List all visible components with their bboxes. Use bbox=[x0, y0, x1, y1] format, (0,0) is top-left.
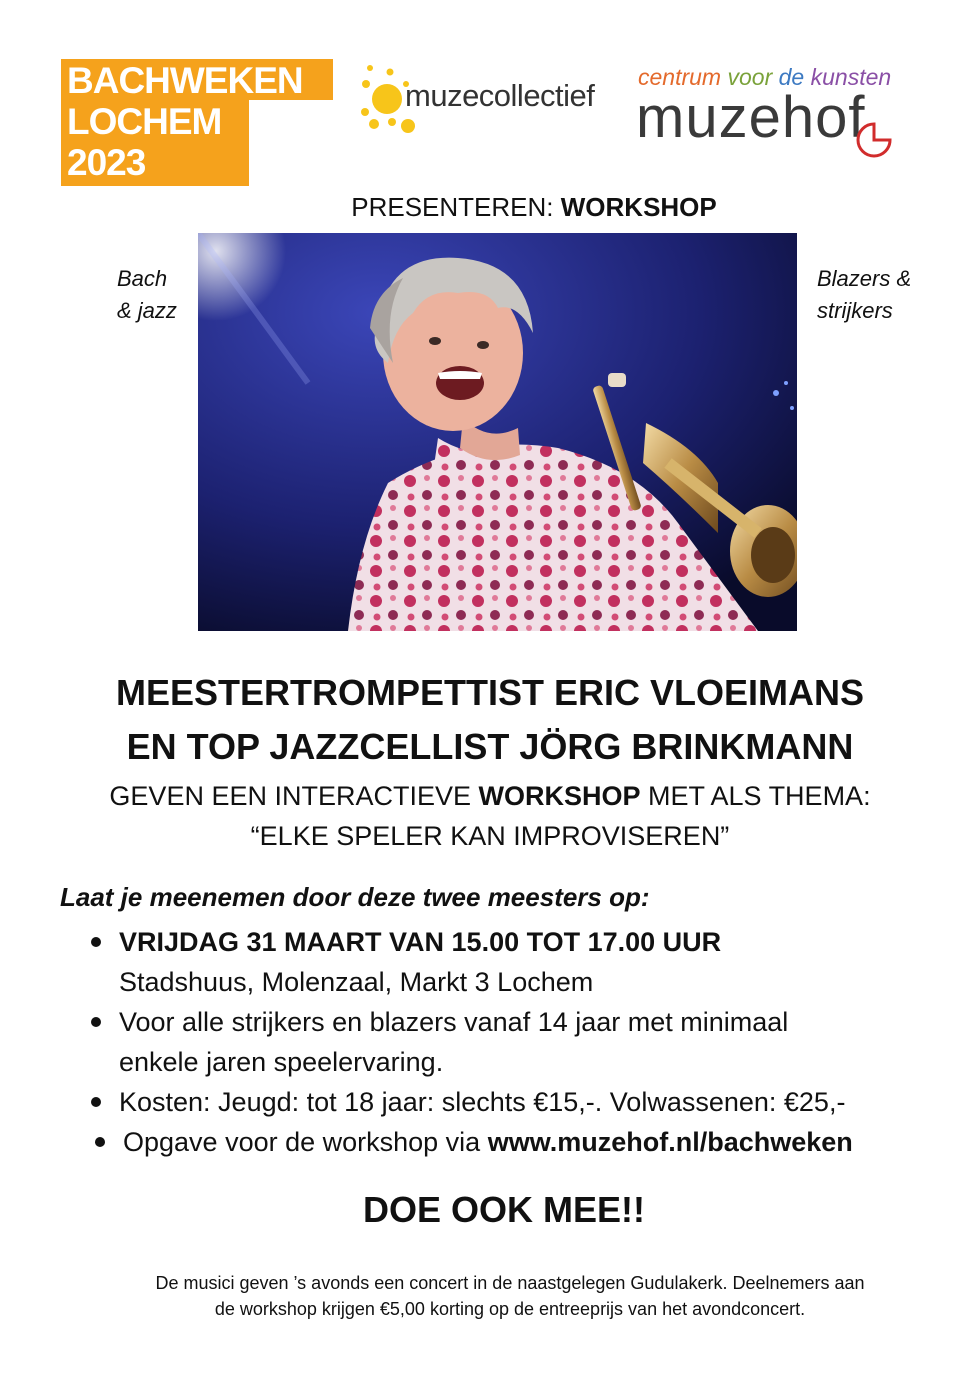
bullet-icon bbox=[91, 1097, 101, 1107]
bullet-icon bbox=[91, 1017, 101, 1027]
trumpeter-photo bbox=[198, 233, 797, 631]
presenting-heading: PRESENTEREN: WORKSHOP bbox=[351, 192, 717, 222]
list-item-signup: Opgave voor de workshop via www.muzehof.nl/bachweken bbox=[85, 1122, 945, 1162]
intro-text: Laat je meenemen door deze twee meesters op: bbox=[60, 882, 650, 912]
logo-line-3: 2023 bbox=[67, 142, 146, 183]
logo-line-1: BACHWEKEN bbox=[67, 60, 303, 101]
headline-line-2: EN TOP JAZZCELLIST JÖRG BRINKMANN bbox=[126, 726, 854, 767]
list-item-date: VRIJDAG 31 MAART VAN 15.00 TOT 17.00 UUR Stadshuus, Molenzaal, Markt 3 Lochem bbox=[85, 922, 945, 1002]
bullet-icon bbox=[91, 937, 101, 947]
headline-line-1: MEESTERTROMPETTIST ERIC VLOEIMANS bbox=[115, 672, 865, 713]
signup-link[interactable]: www.muzehof.nl/bachweken bbox=[487, 1127, 853, 1157]
muzecollectief-logo bbox=[360, 62, 620, 142]
bachweken-lochem-logo bbox=[61, 59, 333, 186]
theme-quote: “ELKE SPELER KAN IMPROVISEREN” bbox=[250, 821, 730, 851]
muzecollectief-wordmark: muzecollectief bbox=[405, 78, 595, 113]
list-item-costs: Kosten: Jeugd: tot 18 jaar: slechts €15,-. Volwassenen: €25,- bbox=[85, 1082, 945, 1122]
muzehof-tagline: centrum voor de kunsten bbox=[638, 64, 892, 90]
side-note-right: Blazers & strijkers bbox=[817, 266, 912, 323]
subheadline: GEVEN EEN INTERACTIEVE WORKSHOP MET ALS THEMA: bbox=[109, 781, 871, 811]
side-note-left: Bach & jazz bbox=[117, 266, 177, 323]
muzehof-wordmark: muzehof bbox=[636, 85, 866, 150]
call-to-action: DOE OOK MEE!! bbox=[362, 1189, 645, 1230]
clock-accent-icon bbox=[854, 120, 894, 160]
logo-line-2: LOCHEM bbox=[67, 101, 222, 142]
bullet-icon bbox=[95, 1137, 105, 1147]
details-list bbox=[85, 922, 945, 1162]
muzehof-logo bbox=[636, 64, 916, 159]
list-item-audience: Voor alle strijkers en blazers vanaf 14 jaar met minimaal enkele jaren speelervaring. bbox=[85, 1002, 945, 1082]
footer-note: De musici geven ’s avonds een concert in de naastgelegen Gudulakerk. Deelnemers aan de workshop krijgen €5,00 korting op de entreeprijs van het avondconcert. bbox=[155, 1273, 865, 1319]
